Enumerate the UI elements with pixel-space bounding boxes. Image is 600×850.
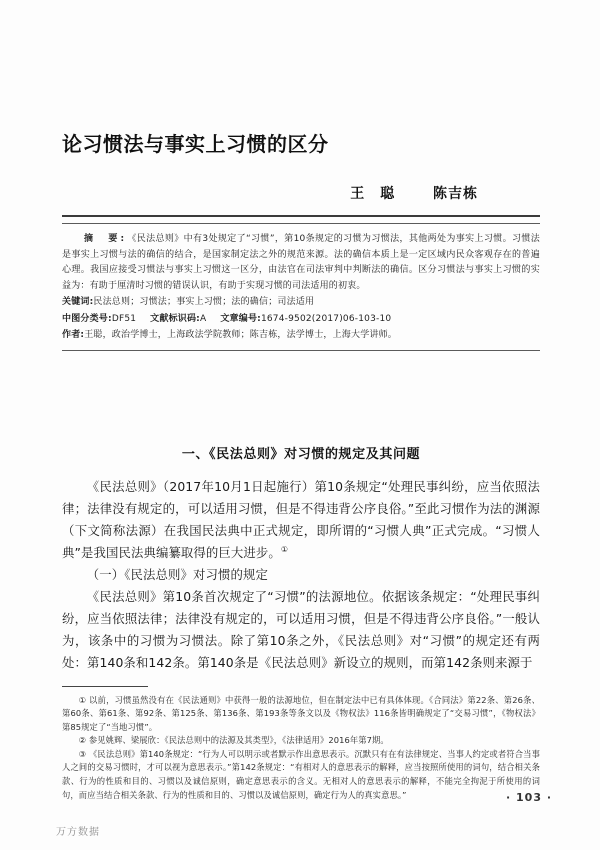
keywords-label: 关键词: bbox=[62, 297, 94, 307]
article-number-label: 文章编号: bbox=[220, 313, 261, 324]
author-bio-value: 王聪，政治学博士，上海政法学院教师；陈吉栋，法学博士，上海大学讲师。 bbox=[84, 330, 398, 340]
paragraph-1 bbox=[62, 476, 540, 564]
footnote-1-text: 以前，习惯虽然没有在《民法通则》中获得一般的法源地位，但在制定法中已有具体体现。《合同法》第22条、第26条、第60条、第61条、第92条、第125条、第136条、第193条等条文以及《物权法》116条皆明确规定了“交易习惯”，《物权法》第85规定了“当地习惯”。 bbox=[62, 694, 540, 732]
page-content bbox=[62, 0, 540, 802]
footnote-3-marker: ③ bbox=[78, 748, 87, 759]
footnote-2-marker: ② bbox=[78, 735, 87, 746]
doc-code-label: 文献标识码: bbox=[150, 313, 200, 324]
paragraph-1-text: 《民法总则》（2017年10月1日起施行）第10条规定“处理民事纠纷，应当依照法律；法律没有规定的，可以适用习惯，但是不得违背公序良俗。”至此习惯作为法的渊源（下文简称法源）在我国民法典中正式规定，即所谓的“习惯人典”正式完成。“习惯人典”是我国民法典编纂取得的巨大进步。 bbox=[62, 478, 540, 560]
subsection-heading-1: （一）《民法总则》对习惯的规定 bbox=[86, 566, 268, 582]
footnote-item-3 bbox=[62, 748, 540, 802]
page-title: 论习惯法与事实上习惯的区分 bbox=[62, 132, 329, 156]
keywords-value: 民法总则；习惯法；事实上习惯；法的确信；司法适用 bbox=[93, 297, 315, 307]
author-2: 陈吉栋 bbox=[433, 186, 478, 202]
body-text bbox=[62, 476, 540, 674]
author-byline bbox=[62, 183, 540, 203]
author-bio-label: 作者: bbox=[62, 330, 85, 340]
abstract-paragraph bbox=[62, 232, 540, 294]
abstract-meta-block bbox=[62, 232, 540, 344]
paragraph-2 bbox=[62, 586, 540, 674]
author-bio-line bbox=[62, 328, 540, 344]
footnote-divider bbox=[62, 686, 148, 687]
footnote-1-marker: ① bbox=[78, 694, 87, 705]
keywords-line bbox=[62, 295, 540, 311]
footnote-2-text: 参见姚辉、梁展欣：《民法总则中的法源及其类型》，《法律适用》2016年第7期。 bbox=[88, 735, 389, 746]
clc-value: DF51 bbox=[111, 313, 137, 324]
footnote-marker-1: ① bbox=[280, 544, 289, 554]
author-1: 王 聪 bbox=[350, 186, 396, 202]
divider-top-thick bbox=[62, 215, 540, 217]
paragraph-2-text: 《民法总则》第10条首次规定了“习惯”的法源地位。依据该条规定：“处理民事纠纷，应当依照法律；法律没有规定的，可以适用习惯，但是不得违背公序良俗。”一般认为，该条中的习惯为习惯法。除了第10条之外，《民法总则》对“习惯”的规定还有两处：第140条和142条。第140条是《民法总则》新设立的规则，而第142条则来源于 bbox=[62, 588, 540, 670]
article-number-value: 1674-9502(2017)06-103-10 bbox=[260, 313, 392, 324]
section-heading: 一、《民法总则》对习惯的规定及其问题 bbox=[181, 446, 421, 462]
footnote-item-2 bbox=[62, 734, 540, 748]
footnote-3-text: 《民法总则》第140条规定：“行为人可以明示或者默示作出意思表示。沉默只有在有法律规定、当事人约定或者符合当事人之间的交易习惯时，才可以视为意思表示。”第142条规定：“有相对人的意思表示的解释，应当按照所使用的词句，结合相关条款、行为的性质和目的、习惯以及诚信原则，确定意思表示的含义。无相对人的意思表示的解释，不能完全拘泥于所使用的词句，而应当结合相关条款、行为的性质和目的、习惯以及诚信原则，确定行为人的真实意思。” bbox=[62, 748, 540, 800]
classification-line bbox=[62, 312, 540, 328]
abstract-text: 《民法总则》中有3处规定了“习惯”，第10条规定的习惯为习惯法，其他两处为事实上习惯。习惯法是事实上习惯与法的确信的结合，是国家制定法之外的规范来源。法的确信本质上是一定区域内民众客观存在的普遍心理。我国应接受习惯法与事实上习惯这一区分，由法官在司法审判中判断法的确信。区分习惯法与事实上习惯的实益为：有助于厘清时习惯的错误认识，有助于实现习惯的司法适用的初衷。 bbox=[62, 234, 540, 291]
page-number: · 103 · bbox=[506, 791, 552, 804]
wanfang-watermark: 万方数据 bbox=[56, 827, 100, 838]
footnotes-block bbox=[62, 694, 540, 803]
divider-bottom-thin bbox=[62, 350, 540, 351]
footnote-item-1 bbox=[62, 694, 540, 735]
clc-label: 中图分类号: bbox=[62, 313, 112, 324]
divider-top-thin bbox=[62, 223, 540, 224]
abstract-label: 摘 要: bbox=[84, 234, 128, 244]
doc-code-value: A bbox=[199, 313, 207, 324]
